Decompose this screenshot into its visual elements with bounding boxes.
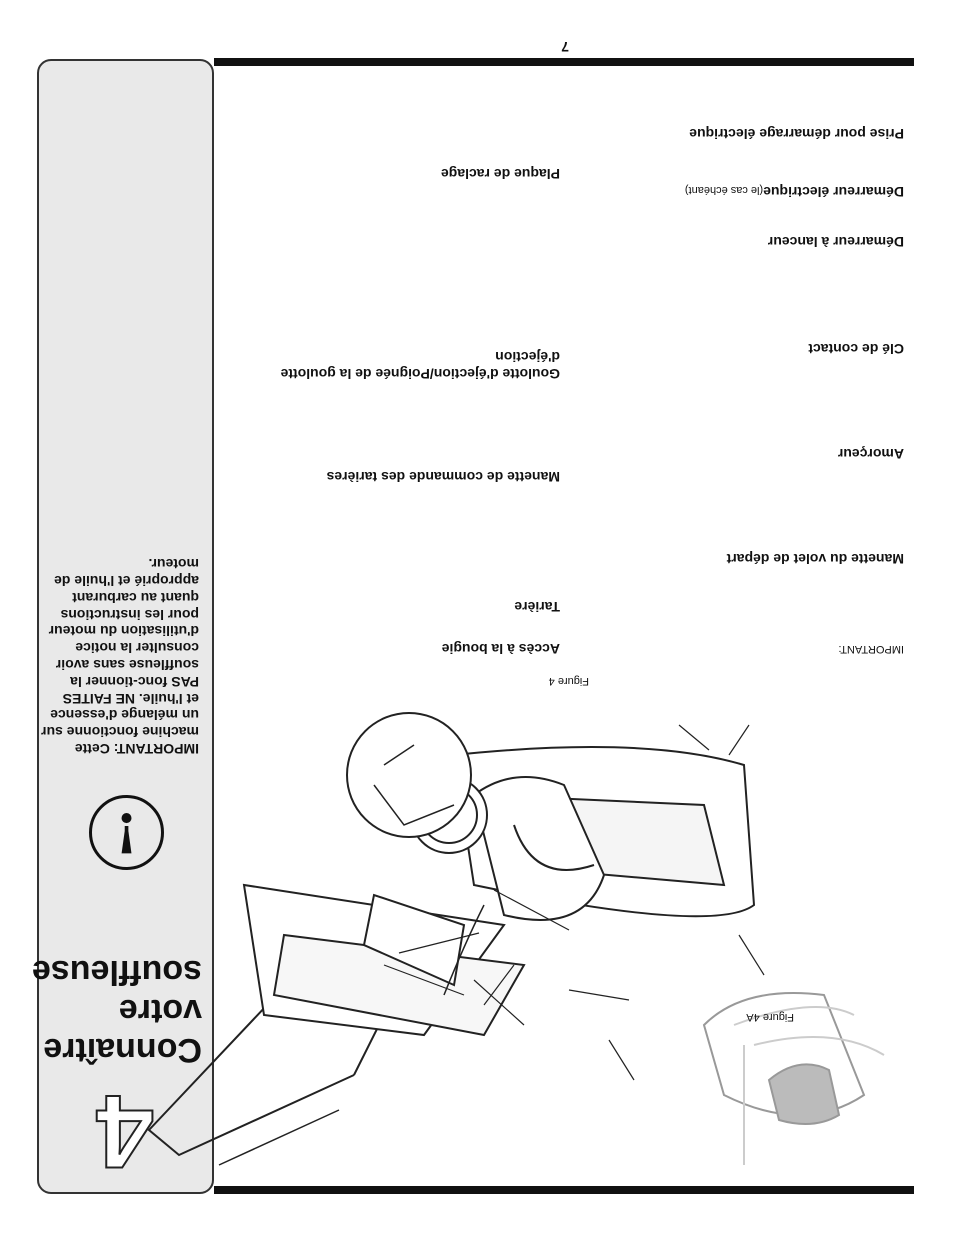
label-electric-starter	[584, 183, 904, 200]
label-chute-handle: Goulotte d'éjection/Poignée de la goulotte d'éjection	[280, 349, 560, 382]
chapter-title: Connaître votre souffleuse	[31, 952, 202, 1069]
page-number: 7	[561, 39, 569, 55]
figure-4a-drawing	[704, 993, 884, 1165]
chapter-number: 4	[96, 1073, 154, 1189]
label-choke-lever: Manette du volet de départ	[726, 551, 904, 567]
label-ignition-key: Clé de contact	[808, 341, 904, 357]
figure-4a-caption: Figure 4A	[746, 1011, 794, 1023]
label-primer: Amorçeur	[837, 446, 904, 462]
label-recoil-starter: Démarreur à lanceur	[767, 234, 904, 250]
label-electric-starter-text: Démarreur électrique	[763, 184, 904, 200]
warning-icon: !	[89, 795, 164, 870]
sidebar-important-note: IMPORTANT: Cette machine fonctionne sur un mélange d'essence et l'huile. NE FAITES PAS fonc-tionner la souffleuse sans avoir consulter la notice d'utilisation du moteur pour les instructions quant au carburant approprié et l'huile de moteur.	[41, 556, 199, 757]
label-auger-control: Manette de commande des tarières	[326, 469, 560, 485]
figure-4-caption: Figure 4	[548, 675, 589, 687]
label-auger: Tarière	[514, 599, 560, 615]
label-shave-plate: Plaque de raclage	[440, 166, 560, 182]
label-electric-starter-note: (le cas échéant)	[684, 184, 764, 196]
label-electric-start-outlet: Prise pour démarrage électrique	[689, 126, 904, 142]
label-important: IMPORTANT:	[838, 643, 904, 655]
label-spark-plug-access: Accès à la bougie	[441, 641, 560, 657]
